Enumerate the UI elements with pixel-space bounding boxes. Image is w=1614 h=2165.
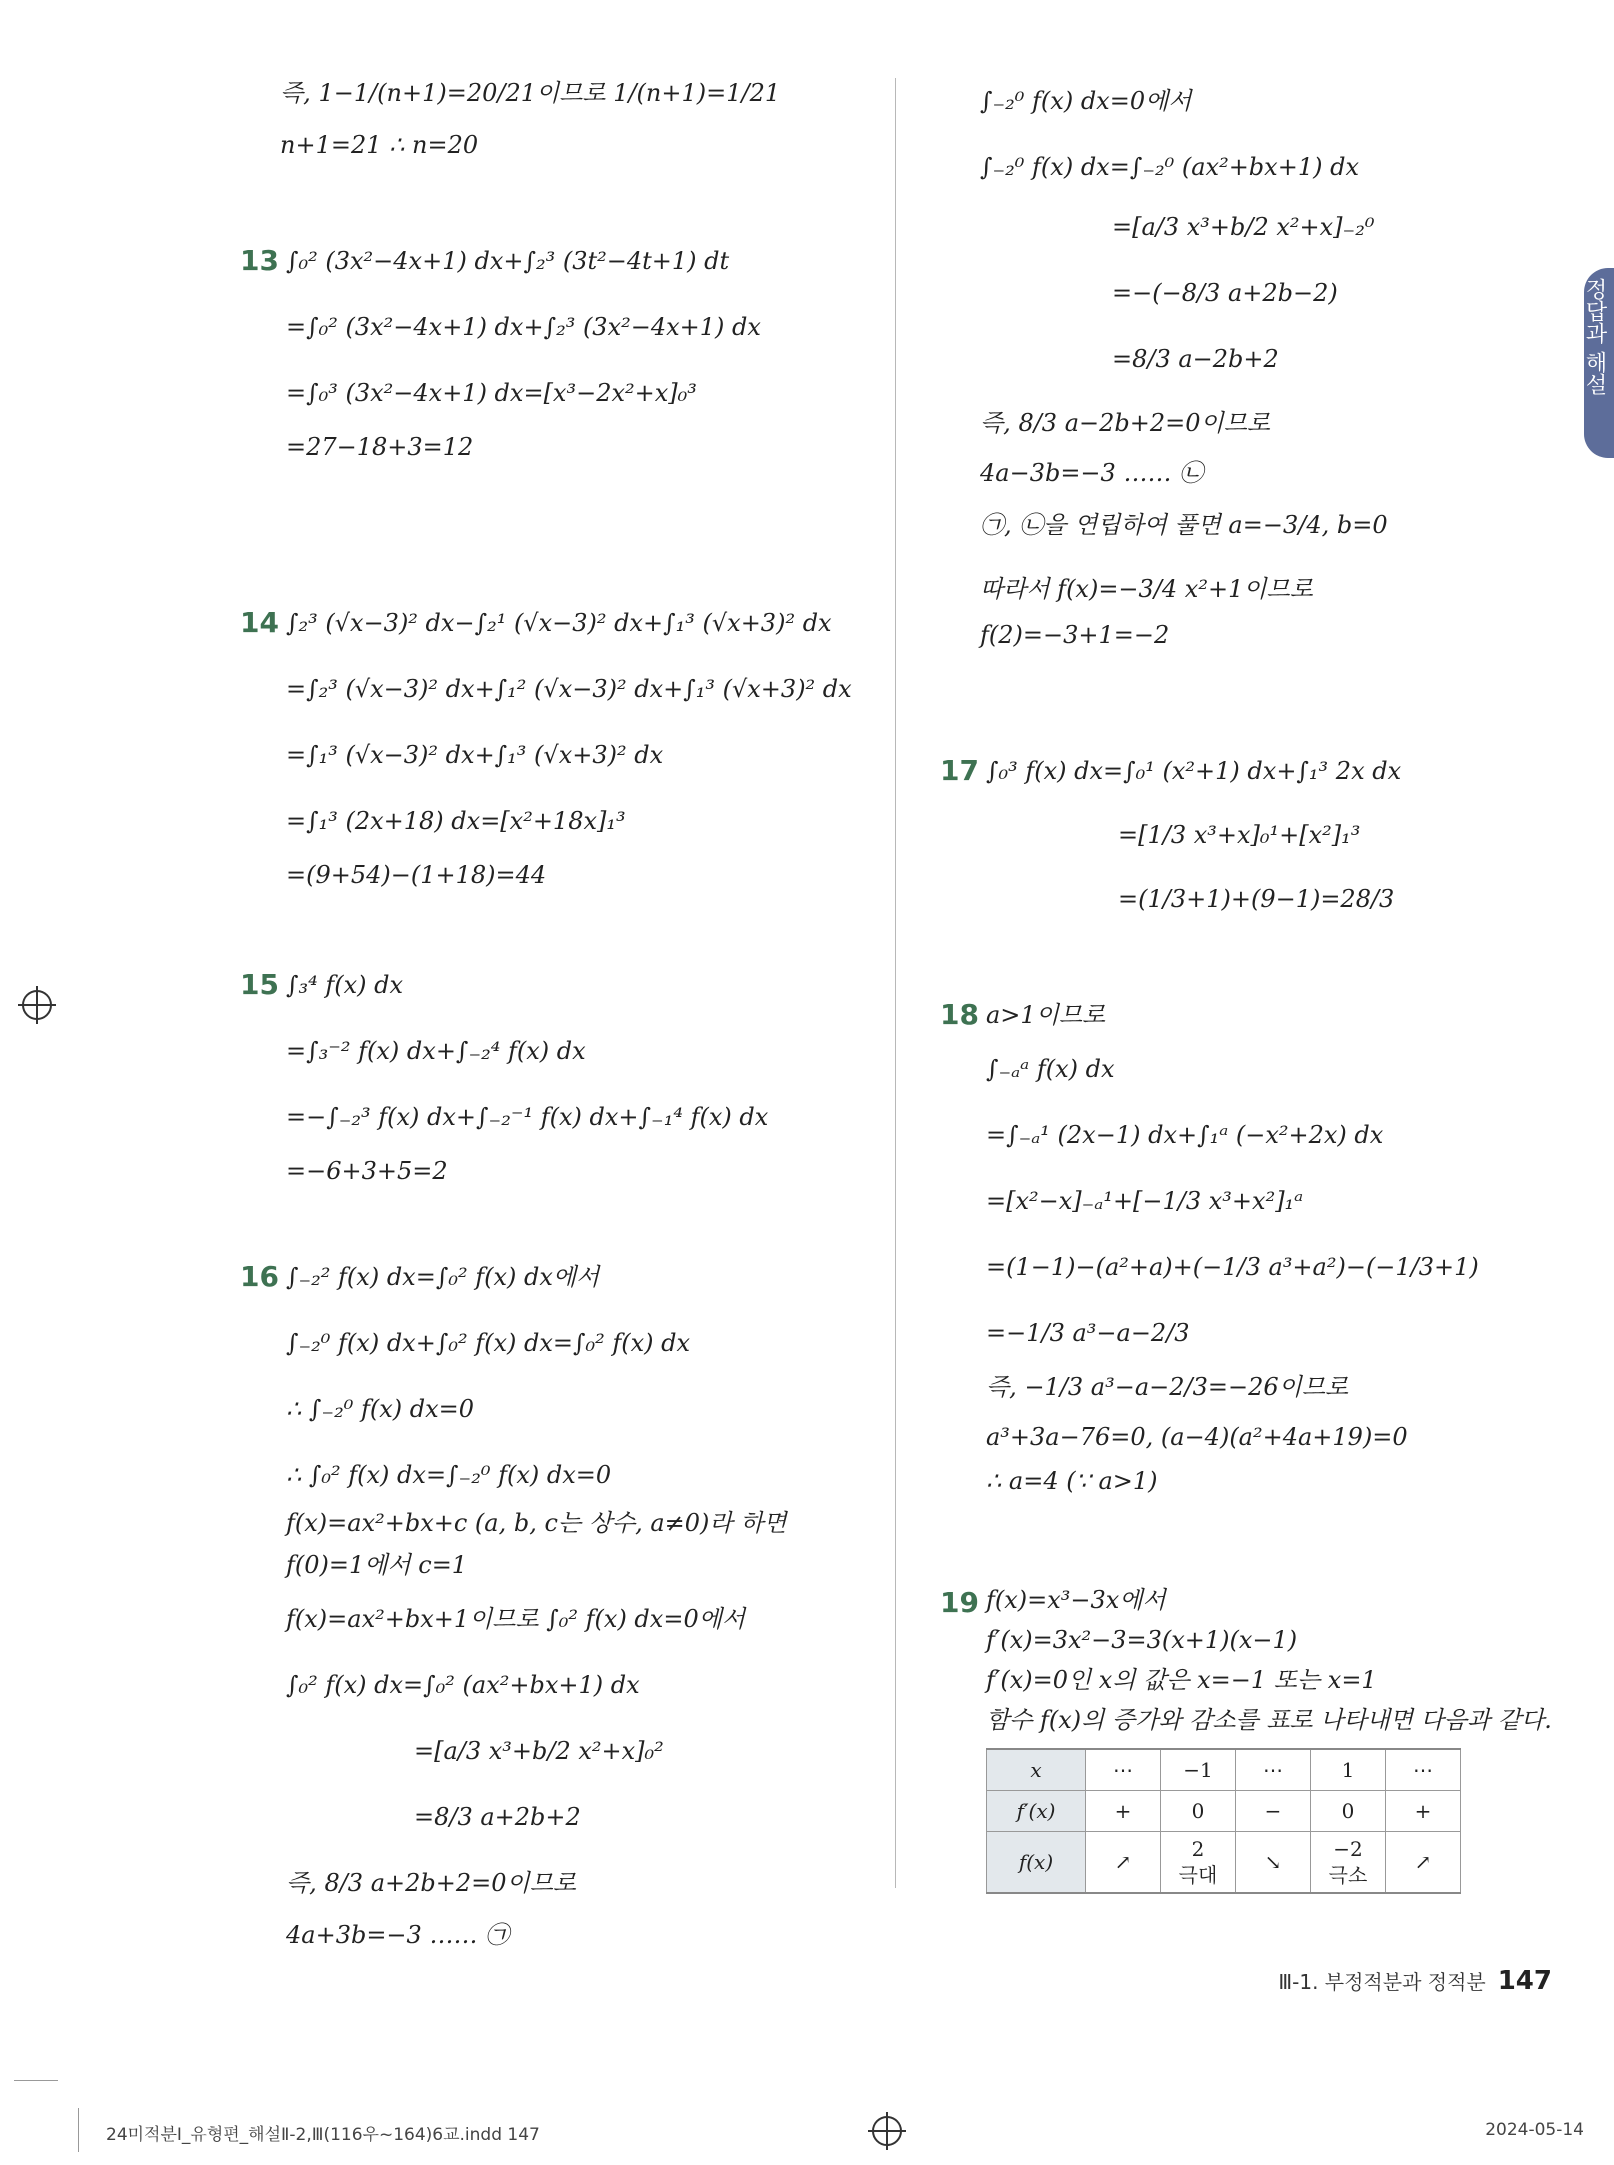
local-max-value: 2 [1191, 1837, 1205, 1861]
solution-line: f(x)=x³−3x에서 [986, 1586, 1166, 1614]
solution-line: =8/3 a−2b+2 [1112, 345, 1279, 373]
problem-15 [240, 962, 880, 1194]
crop-mark [14, 2080, 58, 2081]
table-header-cell: x [987, 1749, 1086, 1791]
problem-number: 18 [940, 998, 979, 1031]
problem-number: 13 [240, 244, 279, 277]
solution-line: ∴ ∫₀² f(x) dx=∫₋₂⁰ f(x) dx=0 [286, 1461, 612, 1489]
solution-line: 즉, 1−1/(n+1)=20/21이므로 1/(n+1)=1/21 [280, 79, 781, 107]
side-index-tab [1584, 268, 1614, 458]
page-number: 147 [1497, 1966, 1552, 1996]
table-cell: −1 [1161, 1749, 1236, 1791]
table-header-cell: f′(x) [987, 1791, 1086, 1832]
local-min-value: −2 [1333, 1837, 1363, 1861]
problem-18 [940, 992, 1560, 1504]
print-slug-date: 2024-05-14 [1485, 2120, 1584, 2140]
solution-line: =−∫₋₂³ f(x) dx+∫₋₂⁻¹ f(x) dx+∫₋₁⁴ f(x) dx [286, 1103, 769, 1131]
registration-mark-icon [22, 990, 52, 1020]
solution-line: ∫₋₂² f(x) dx=∫₀² f(x) dx에서 [286, 1263, 600, 1291]
solution-line: ∫₀² (3x²−4x+1) dx+∫₂³ (3t²−4t+1) dt [286, 247, 730, 275]
solution-line: f(0)=1에서 c=1 [286, 1551, 468, 1579]
solution-line: =∫₀³ (3x²−4x+1) dx=[x³−2x²+x]₀³ [286, 379, 697, 407]
solution-line: n+1=21 ∴ n=20 [280, 131, 479, 159]
table-cell: ⋯ [1086, 1749, 1161, 1791]
problem-number: 16 [240, 1260, 279, 1293]
problem-16-continued [940, 78, 1560, 658]
solution-line: f(x)=ax²+bx+c (a, b, c는 상수, a≠0)라 하면 [286, 1509, 787, 1537]
solution-line: ㉠, ㉡을 연립하여 풀면 a=−3/4, b=0 [980, 511, 1388, 539]
solution-line: ∫₋₂⁰ f(x) dx=0에서 [980, 87, 1192, 115]
solution-line: ∫₋₂⁰ f(x) dx=∫₋₂⁰ (ax²+bx+1) dx [980, 153, 1359, 181]
local-min-label: 극소 [1328, 1863, 1368, 1887]
increasing-arrow-icon: ↗ [1086, 1832, 1161, 1894]
solution-line: =[a/3 x³+b/2 x²+x]₋₂⁰ [1112, 213, 1375, 241]
print-slug-file: 24미적분Ⅰ_유형편_해설Ⅱ-2,Ⅲ(116우~164)6교.indd 147 [106, 2125, 540, 2145]
solution-line: =∫₀² (3x²−4x+1) dx+∫₂³ (3x²−4x+1) dx [286, 313, 761, 341]
solution-line: 함수 f(x)의 증가와 감소를 표로 나타내면 다음과 같다. [986, 1706, 1552, 1734]
solution-line: ∫₋₂⁰ f(x) dx+∫₀² f(x) dx=∫₀² f(x) dx [286, 1329, 691, 1357]
solution-line: =−6+3+5=2 [286, 1157, 448, 1185]
decreasing-arrow-icon: ↘ [1236, 1832, 1311, 1894]
table-cell: + [1386, 1791, 1461, 1832]
table-cell: 0 [1311, 1791, 1386, 1832]
solution-line: ∴ ∫₋₂⁰ f(x) dx=0 [286, 1395, 474, 1423]
registration-mark-icon [872, 2116, 902, 2146]
table-row [987, 1749, 1461, 1791]
table-cell: + [1086, 1791, 1161, 1832]
solution-line: 즉, −1/3 a³−a−2/3=−26이므로 [986, 1373, 1349, 1401]
problem-14 [240, 600, 880, 898]
solution-line: ∫₀² f(x) dx=∫₀² (ax²+bx+1) dx [286, 1671, 640, 1699]
sign-table [986, 1748, 1461, 1894]
table-cell [1161, 1832, 1236, 1894]
solution-line: ∫₀³ f(x) dx=∫₀¹ (x²+1) dx+∫₁³ 2x dx [986, 757, 1402, 785]
solution-line: ∫₃⁴ f(x) dx [286, 971, 404, 999]
problem-number: 14 [240, 606, 279, 639]
problem-13 [240, 238, 880, 470]
problem-number: 17 [940, 754, 979, 787]
table-header-cell: f(x) [987, 1832, 1086, 1894]
local-max-label: 극대 [1178, 1863, 1218, 1887]
solution-line: ∫₋ₐᵃ f(x) dx [986, 1055, 1115, 1083]
table-row [987, 1791, 1461, 1832]
solution-line: =∫₋ₐ¹ (2x−1) dx+∫₁ᵃ (−x²+2x) dx [986, 1121, 1384, 1149]
solution-line: =(1−1)−(a²+a)+(−1/3 a³+a²)−(−1/3+1) [986, 1253, 1479, 1281]
solution-line: f(x)=ax²+bx+1이므로 ∫₀² f(x) dx=0에서 [286, 1605, 746, 1633]
table-cell: 0 [1161, 1791, 1236, 1832]
solution-line: =8/3 a+2b+2 [414, 1803, 581, 1831]
solution-line: =−(−8/3 a+2b−2) [1112, 279, 1338, 307]
table-cell: 1 [1311, 1749, 1386, 1791]
solution-line: =(1/3+1)+(9−1)=28/3 [1118, 885, 1395, 913]
table-cell [1311, 1832, 1386, 1894]
table-cell: ⋯ [1386, 1749, 1461, 1791]
solution-line: 따라서 f(x)=−3/4 x²+1이므로 [980, 575, 1313, 603]
solution-line: f′(x)=0인 x의 값은 x=−1 또는 x=1 [986, 1666, 1377, 1694]
table-cell: − [1236, 1791, 1311, 1832]
problem-17 [940, 748, 1560, 922]
increasing-arrow-icon: ↗ [1386, 1832, 1461, 1894]
side-tab-label: 정답과 해설 [1582, 278, 1607, 395]
problem-12-continued [240, 70, 880, 168]
solution-line: =27−18+3=12 [286, 433, 474, 461]
solution-line: a>1이므로 [986, 1001, 1106, 1029]
solution-line: a³+3a−76=0, (a−4)(a²+4a+19)=0 [986, 1423, 1408, 1451]
solution-line: =∫₂³ (√x−3)² dx+∫₁² (√x−3)² dx+∫₁³ (√x+3)² dx [286, 675, 852, 703]
problem-number: 15 [240, 968, 279, 1001]
solution-line: =∫₁³ (√x−3)² dx+∫₁³ (√x+3)² dx [286, 741, 664, 769]
solution-line: 4a−3b=−3 …… ㉡ [980, 459, 1204, 487]
problem-19 [940, 1580, 1560, 1894]
solution-line: =[x²−x]₋ₐ¹+[−1/3 x³+x²]₁ᵃ [986, 1187, 1304, 1215]
solution-line: =∫₃⁻² f(x) dx+∫₋₂⁴ f(x) dx [286, 1037, 586, 1065]
table-cell: ⋯ [1236, 1749, 1311, 1791]
table-row [987, 1832, 1461, 1894]
problem-number: 19 [940, 1586, 979, 1619]
page-footer [1278, 1966, 1552, 1996]
problem-16 [240, 1254, 880, 1958]
solution-line: =(9+54)−(1+18)=44 [286, 861, 547, 889]
column-divider [895, 78, 896, 1888]
solution-line: =∫₁³ (2x+18) dx=[x²+18x]₁³ [286, 807, 626, 835]
solution-line: ∫₂³ (√x−3)² dx−∫₂¹ (√x−3)² dx+∫₁³ (√x+3)² dx [286, 609, 832, 637]
solution-line: 즉, 8/3 a−2b+2=0이므로 [980, 409, 1271, 437]
solution-line: ∴ a=4 (∵ a>1) [986, 1467, 1158, 1495]
solution-line: f′(x)=3x²−3=3(x+1)(x−1) [986, 1626, 1298, 1654]
solution-line: =[1/3 x³+x]₀¹+[x²]₁³ [1118, 821, 1361, 849]
solution-line: f(2)=−3+1=−2 [980, 621, 1170, 649]
solution-line: 4a+3b=−3 …… ㉠ [286, 1921, 510, 1949]
solution-line: =[a/3 x³+b/2 x²+x]₀² [414, 1737, 664, 1765]
section-title: Ⅲ-1. 부정적분과 정적분 [1278, 1970, 1486, 1994]
crop-mark [78, 2108, 79, 2152]
solution-line: =−1/3 a³−a−2/3 [986, 1319, 1190, 1347]
solution-line: 즉, 8/3 a+2b+2=0이므로 [286, 1869, 577, 1897]
